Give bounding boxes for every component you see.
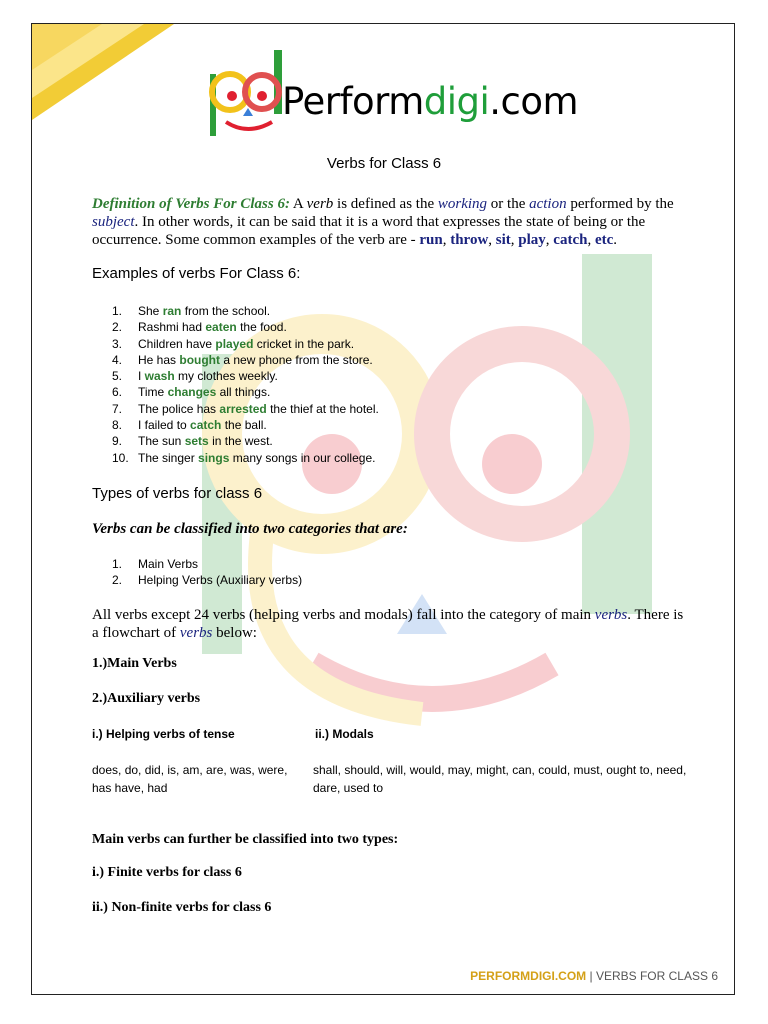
list-item: 2. Rashmi had eaten the food. — [112, 320, 287, 335]
logo-wordmark: Performdigi.com — [282, 80, 579, 123]
definition-paragraph: Definition of Verbs For Class 6: A verb is defined as the working or the action performed by the subject. In other words, it can be said that it is a word that expresses the state of being or the occurrence. Some common examples of the verb are - run, throw, sit, play, catch, etc. — [92, 196, 674, 248]
page-border — [31, 23, 735, 995]
nonfinite-verbs-label: ii.) Non-finite verbs for class 6 — [92, 900, 272, 915]
modals-label: ii.) Modals — [315, 727, 374, 741]
categories-list — [112, 556, 302, 589]
list-item: 3. Children have played cricket in the park. — [112, 336, 355, 351]
examples-list — [112, 303, 379, 466]
list-item: 9. The sun sets in the west. — [112, 434, 273, 449]
helping-verbs-label: i.) Helping verbs of tense — [92, 727, 235, 741]
list-item: 8. I failed to catch the ball. — [112, 418, 267, 433]
list-item: 10. The singer sings many songs in our college. — [112, 450, 376, 465]
corner-ribbon — [32, 24, 182, 124]
main-verbs-label: 1.)Main Verbs — [92, 656, 177, 671]
page-footer: PERFORMDIGI.COM | VERBS FOR CLASS 6 — [470, 969, 718, 983]
list-item: 1. Main Verbs — [112, 557, 199, 571]
examples-heading: Examples of verbs For Class 6: — [92, 265, 301, 282]
types-heading: Types of verbs for class 6 — [92, 485, 263, 502]
modals-list: shall, should, will, would, may, might, can, could, must, ought to, need, dare, used to — [313, 763, 687, 795]
list-item: 4. He has bought a new phone from the store. — [112, 352, 373, 367]
list-item: 2. Helping Verbs (Auxiliary verbs) — [112, 573, 303, 588]
list-item: 7. The police has arrested the thief at the hotel. — [112, 401, 379, 416]
main-verbs-paragraph: All verbs except 24 verbs (helping verbs and modals) fall into the category of main verbs. There is a flowchart of verbs below: — [92, 607, 684, 641]
page-title: Verbs for Class 6 — [326, 155, 442, 172]
list-item: 5. I wash my clothes weekly. — [112, 369, 278, 384]
finite-verbs-label: i.) Finite verbs for class 6 — [92, 865, 242, 880]
categories-intro: Verbs can be classified into two categories that are: — [92, 521, 408, 537]
list-item: 6. Time changes all things. — [112, 385, 271, 400]
helping-verbs-list: does, do, did, is, am, are, was, were, has have, had — [92, 763, 288, 795]
auxiliary-verbs-label: 2.)Auxiliary verbs — [92, 691, 201, 706]
main-types-intro: Main verbs can further be classified into two types: — [92, 832, 399, 847]
list-item: 1. She ran from the school. — [112, 304, 271, 318]
